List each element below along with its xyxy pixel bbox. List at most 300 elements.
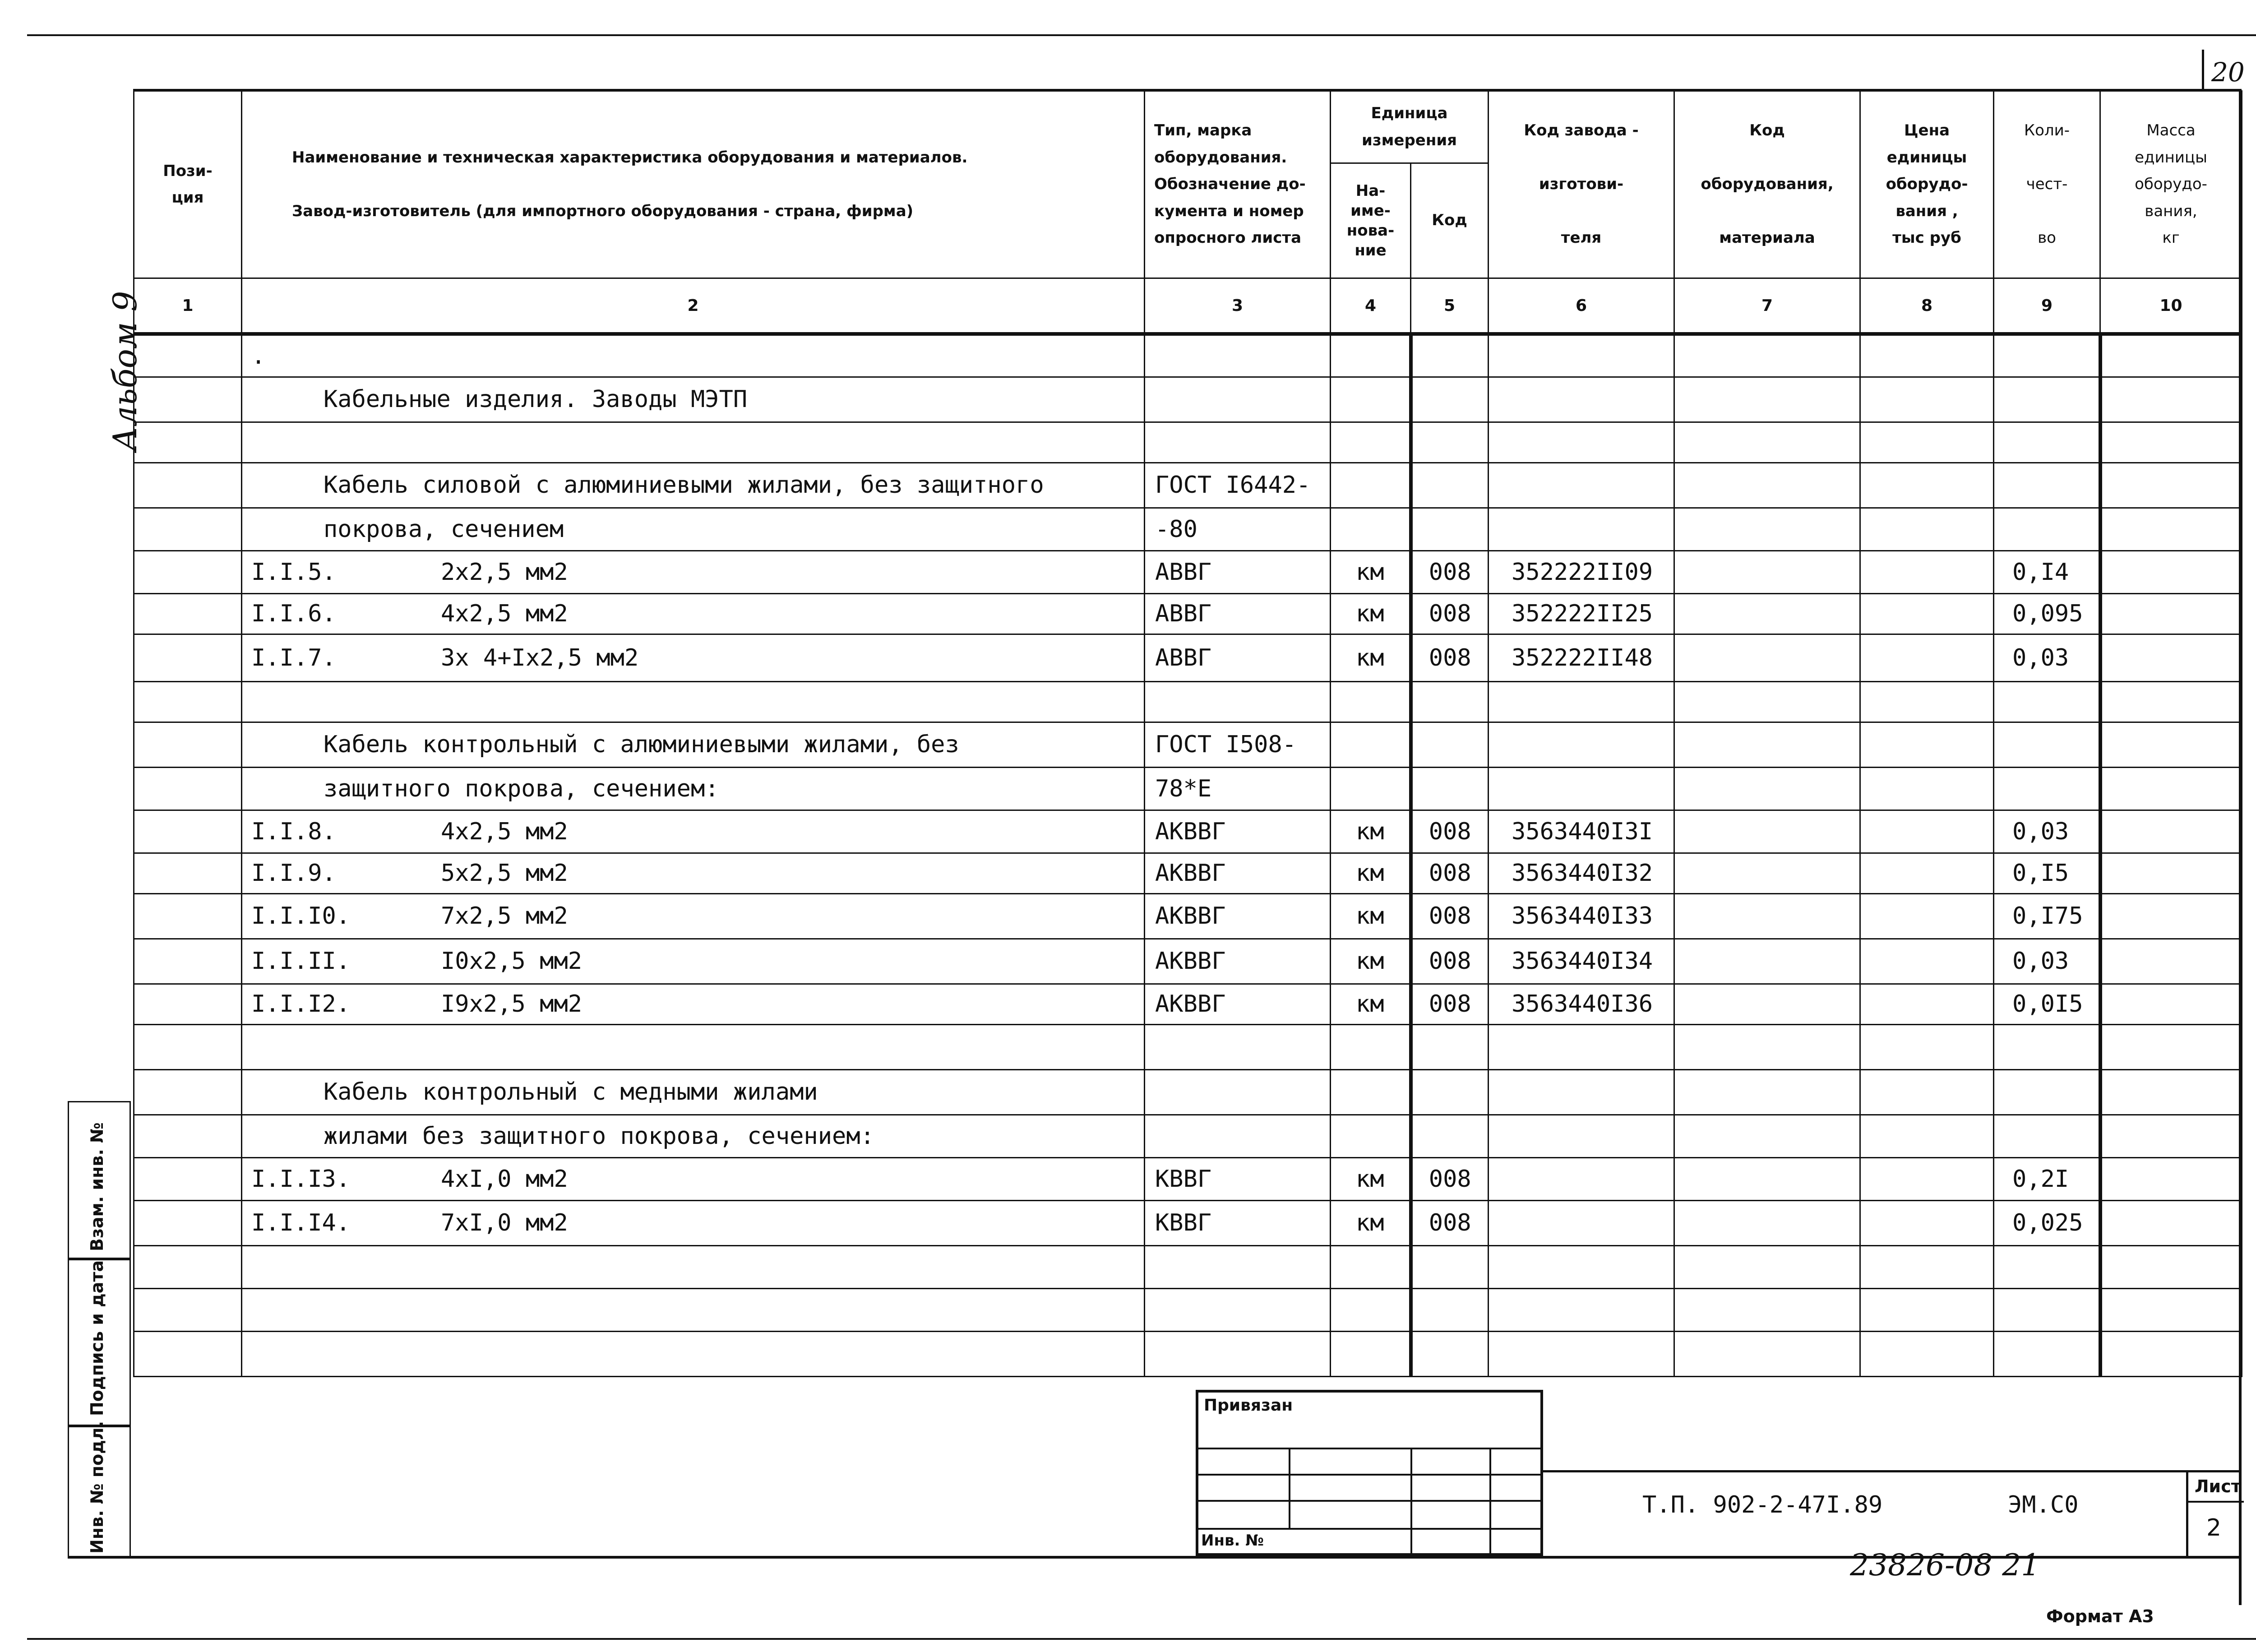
type-cell [1145,984,1331,1024]
material-code-cell [1674,463,1860,508]
mass-cell [2100,1200,2242,1245]
specification-table [133,90,2242,1377]
name-cell-text: . [251,342,266,370]
unit-code-cell [1411,1245,1489,1288]
quantity-cell [1994,1200,2100,1245]
mass-cell [2100,767,2242,810]
table-row [134,984,2242,1024]
name-cell-text: защитного покрова, сечением: [324,775,719,802]
factory-code-cell [1489,1069,1674,1115]
unit-code-cell [1411,767,1489,810]
price-cell [1860,593,1994,634]
unit-code-cell-text: 008 [1428,1165,1471,1193]
factory-code-cell [1489,984,1674,1024]
privyazan-vline-2 [1410,1448,1412,1556]
position-cell [134,722,242,767]
quantity-cell-text: 0,095 [2012,600,2083,627]
mass-cell [2100,810,2242,853]
price-cell [1860,681,1994,722]
type-cell-text: КВВГ [1155,1209,1212,1236]
unit-name-cell [1331,377,1411,422]
unit-name-cell-text: км [1355,902,1384,930]
name-cell [242,1331,1145,1376]
unit-code-cell [1411,853,1489,893]
unit-name-cell [1331,1115,1411,1157]
mass-cell [2100,634,2242,681]
price-cell [1860,893,1994,939]
factory-code-cell [1489,593,1674,634]
quantity-cell-text: 0,03 [2012,948,2069,975]
col-number: 6 [1489,278,1674,334]
type-cell [1145,1157,1331,1200]
price-cell [1860,463,1994,508]
unit-name-cell [1331,1245,1411,1288]
factory-code-cell [1489,1024,1674,1069]
position-number: I.I.II. [251,948,351,975]
position-number: I.I.I3. [251,1165,351,1193]
position-number: I.I.5. [251,558,336,586]
header-mass: Масса единицы оборудо- вания, кг [2100,91,2242,278]
position-cell [134,1245,242,1288]
type-cell-text: АКВВГ [1155,818,1226,845]
price-cell [1860,634,1994,681]
header-unit-code: Код [1411,163,1489,278]
bottom-rule [27,1638,2256,1640]
factory-code-cell-text: 3563440I33 [1512,902,1653,930]
quantity-cell [1994,1115,2100,1157]
cable-section: 4xI,0 мм2 [441,1165,568,1193]
material-code-cell [1674,893,1860,939]
unit-name-cell [1331,508,1411,551]
unit-code-cell-text: 008 [1428,860,1471,887]
position-number: I.I.6. [251,600,336,627]
mass-cell [2100,1157,2242,1200]
name-cell [242,767,1145,810]
col-number: 7 [1674,278,1860,334]
type-cell [1145,463,1331,508]
unit-code-cell-text: 008 [1428,948,1471,975]
header-material-code: Код оборудования, материала [1674,91,1860,278]
price-cell [1860,422,1994,463]
header-row-top [134,91,2242,163]
list-label: Лист [2195,1476,2241,1496]
table-row [134,551,2242,593]
unit-code-cell [1411,681,1489,722]
side-cell-podpis [68,1259,131,1426]
table-row [134,1200,2242,1245]
name-cell [242,853,1145,893]
factory-code-cell [1489,681,1674,722]
position-cell [134,377,242,422]
position-cell [134,551,242,593]
type-cell [1145,634,1331,681]
unit-name-cell [1331,767,1411,810]
name-cell [242,1245,1145,1288]
mass-cell [2100,377,2242,422]
type-cell-text: АКВВГ [1155,948,1226,975]
material-code-cell [1674,722,1860,767]
type-cell-text: ГОСТ I6442- [1155,472,1311,499]
type-cell-text: АВВГ [1155,644,1212,671]
unit-name-cell-text: км [1355,644,1384,671]
material-code-cell [1674,1288,1860,1331]
material-code-cell [1674,422,1860,463]
unit-name-cell-text: км [1355,558,1384,586]
table-empty-row [134,1331,2242,1376]
material-code-cell [1674,377,1860,422]
cable-section: 3x 4+Ix2,5 мм2 [441,644,639,671]
price-cell [1860,508,1994,551]
name-cell-text: Кабель контрольный с алюминиевыми жилами, без [324,731,959,758]
position-cell [134,508,242,551]
header-position: Пози- ция [134,91,242,278]
type-cell [1145,593,1331,634]
side-cell-inv-podl [68,1421,131,1559]
price-cell [1860,1245,1994,1288]
name-cell [242,1157,1145,1200]
price-cell [1860,939,1994,984]
type-cell [1145,722,1331,767]
table-section-row [134,767,2242,810]
price-cell [1860,984,1994,1024]
privyazan-stamp [1196,1390,1543,1556]
cable-section: 5x2,5 мм2 [441,860,568,887]
cable-section: 7x2,5 мм2 [441,902,568,930]
material-code-cell [1674,1157,1860,1200]
mass-cell [2100,422,2242,463]
type-cell [1145,1200,1331,1245]
sheet-number-box [2202,50,2243,90]
factory-code-cell-text: 3563440I36 [1512,990,1653,1018]
unit-code-cell [1411,810,1489,853]
material-code-cell [1674,810,1860,853]
position-cell [134,1331,242,1376]
list-box [2186,1470,2244,1556]
header-type: Тип, марка оборудования. Обозначение до- кумента и номер опросного листа [1145,91,1331,278]
table-row [134,810,2242,853]
material-code-cell [1674,1024,1860,1069]
unit-code-cell [1411,1331,1489,1376]
table-section-row [134,508,2242,551]
doc-block-top [1543,1470,2242,1472]
mass-cell [2100,853,2242,893]
type-cell [1145,1115,1331,1157]
position-cell [134,334,242,377]
position-cell [134,593,242,634]
table-row [134,893,2242,939]
name-cell [242,893,1145,939]
quantity-cell [1994,1157,2100,1200]
unit-code-cell-text: 008 [1428,902,1471,930]
type-cell-text: АВВГ [1155,558,1212,586]
mass-cell [2100,1331,2242,1376]
price-cell [1860,1331,1994,1376]
col-number: 10 [2100,278,2242,334]
header-quantity: Коли- чест- во [1994,91,2100,278]
unit-code-cell [1411,634,1489,681]
type-cell [1145,334,1331,377]
col-number: 9 [1994,278,2100,334]
unit-name-cell [1331,1157,1411,1200]
mass-cell [2100,984,2242,1024]
position-number: I.I.7. [251,644,336,671]
price-cell [1860,1115,1994,1157]
quantity-cell [1994,681,2100,722]
name-cell [242,551,1145,593]
position-cell [134,767,242,810]
price-cell [1860,722,1994,767]
factory-code-cell-text: 3563440I32 [1512,860,1653,887]
unit-name-cell-text: км [1355,860,1384,887]
mass-cell [2100,681,2242,722]
side-cell-vzam [68,1101,131,1259]
unit-code-cell [1411,1024,1489,1069]
type-cell [1145,939,1331,984]
quantity-cell [1994,810,2100,853]
mass-cell [2100,593,2242,634]
unit-name-cell [1331,722,1411,767]
factory-code-cell-text: 352222II25 [1512,600,1653,627]
unit-name-cell-text: км [1355,1165,1384,1193]
position-number: I.I.I4. [251,1209,351,1236]
unit-name-cell [1331,551,1411,593]
quantity-cell-text: 0,0I5 [2012,990,2083,1018]
material-code-cell [1674,767,1860,810]
factory-code-cell [1489,939,1674,984]
col-number: 4 [1331,278,1411,334]
type-cell [1145,377,1331,422]
unit-code-cell [1411,1200,1489,1245]
name-cell [242,334,1145,377]
factory-code-cell [1489,1200,1674,1245]
price-cell [1860,1069,1994,1115]
quantity-cell [1994,853,2100,893]
table-row [134,853,2242,893]
name-cell [242,810,1145,853]
unit-name-cell [1331,334,1411,377]
price-cell [1860,1024,1994,1069]
mass-cell [2100,722,2242,767]
price-cell [1860,334,1994,377]
name-cell [242,463,1145,508]
quantity-cell [1994,722,2100,767]
factory-code-cell [1489,508,1674,551]
quantity-cell [1994,984,2100,1024]
side-label-inv-podl: Инв. № подл. [87,1421,107,1554]
unit-code-cell [1411,508,1489,551]
material-code-cell [1674,939,1860,984]
table-section-row [134,722,2242,767]
factory-code-cell [1489,634,1674,681]
unit-name-cell-text: км [1355,990,1384,1018]
material-code-cell [1674,593,1860,634]
header-name: Наименование и техническая характеристика оборудования и материалов. Завод-изготовитель (для импортного оборудования - страна, фирма) [242,91,1145,278]
price-cell [1860,1157,1994,1200]
quantity-cell [1994,1069,2100,1115]
inv-no-label: Инв. № [1201,1532,1264,1550]
type-cell [1145,853,1331,893]
material-code-cell [1674,1331,1860,1376]
side-label-podpis: Подпись и дата [87,1260,107,1416]
unit-code-cell-text: 008 [1428,1209,1471,1236]
unit-code-cell-text: 008 [1428,558,1471,586]
quantity-cell-text: 0,I5 [2012,860,2069,887]
quantity-cell [1994,334,2100,377]
type-cell [1145,810,1331,853]
quantity-cell-text: 0,2I [2012,1165,2069,1193]
header-price: Цена единицы оборудо- вания , тыс руб [1860,91,1994,278]
material-code-cell [1674,634,1860,681]
position-cell [134,422,242,463]
quantity-cell-text: 0,I4 [2012,558,2069,586]
factory-code-cell [1489,1288,1674,1331]
material-code-cell [1674,1069,1860,1115]
quantity-cell-text: 0,03 [2012,644,2069,671]
table-empty-row [134,681,2242,722]
type-cell-text: КВВГ [1155,1165,1212,1193]
price-cell [1860,810,1994,853]
unit-name-cell [1331,681,1411,722]
factory-code-cell [1489,422,1674,463]
header-factory-code: Код завода - изготови- теля [1489,91,1674,278]
position-cell [134,463,242,508]
name-cell [242,1200,1145,1245]
name-cell [242,939,1145,984]
type-cell [1145,1069,1331,1115]
table-empty-row [134,1245,2242,1288]
table-empty-row [134,1024,2242,1069]
factory-code-cell [1489,1157,1674,1200]
type-cell-text: 78*Е [1155,775,1212,802]
type-cell [1145,1288,1331,1331]
price-cell [1860,1288,1994,1331]
unit-name-cell [1331,422,1411,463]
unit-name-cell-text: км [1355,948,1384,975]
table-empty-row [134,422,2242,463]
position-cell [134,893,242,939]
mass-cell [2100,463,2242,508]
quantity-cell [1994,1245,2100,1288]
table-section-row [134,1115,2242,1157]
unit-code-cell [1411,1115,1489,1157]
type-cell [1145,681,1331,722]
unit-name-cell [1331,1288,1411,1331]
quantity-cell-text: 0,03 [2012,818,2069,845]
unit-code-cell [1411,893,1489,939]
unit-name-cell-text: км [1355,1209,1384,1236]
name-cell [242,508,1145,551]
unit-code-cell [1411,1288,1489,1331]
mass-cell [2100,1288,2242,1331]
position-cell [134,984,242,1024]
type-cell [1145,551,1331,593]
type-cell [1145,1024,1331,1069]
unit-name-cell [1331,893,1411,939]
list-number: 2 [2206,1514,2222,1541]
header-unit-group: Единица измерения [1331,91,1489,163]
type-cell-text: -80 [1155,515,1197,543]
name-cell [242,593,1145,634]
side-label-vzam: Взам. инв. № [87,1122,107,1251]
unit-code-cell-text: 008 [1428,600,1471,627]
factory-code-cell [1489,551,1674,593]
quantity-cell [1994,767,2100,810]
position-cell [134,681,242,722]
unit-code-cell-text: 008 [1428,644,1471,671]
quantity-cell-text: 0,I75 [2012,902,2083,930]
col-number: 1 [134,278,242,334]
mass-cell [2100,893,2242,939]
type-cell [1145,1245,1331,1288]
name-cell [242,634,1145,681]
unit-name-cell [1331,1331,1411,1376]
name-cell [242,1024,1145,1069]
position-number: I.I.8. [251,818,336,845]
price-cell [1860,853,1994,893]
type-cell [1145,508,1331,551]
mass-cell [2100,1245,2242,1288]
type-cell-text: АКВВГ [1155,902,1226,930]
factory-code-cell [1489,1115,1674,1157]
unit-name-cell [1331,810,1411,853]
unit-name-cell [1331,463,1411,508]
material-code-cell [1674,1245,1860,1288]
quantity-cell [1994,593,2100,634]
unit-name-cell [1331,939,1411,984]
name-cell [242,722,1145,767]
cable-section: 4x2,5 мм2 [441,818,568,845]
material-code-cell [1674,508,1860,551]
name-cell [242,1069,1145,1115]
name-cell-text: Кабельные изделия. Заводы МЭТП [324,386,748,413]
quantity-cell [1994,463,2100,508]
top-rule [27,34,2256,36]
unit-code-cell [1411,463,1489,508]
price-cell [1860,1200,1994,1245]
position-cell [134,1069,242,1115]
position-cell [134,810,242,853]
factory-code-cell-text: 3563440I34 [1512,948,1653,975]
table-section-row [134,463,2242,508]
quantity-cell [1994,634,2100,681]
factory-code-cell [1489,377,1674,422]
factory-code-cell [1489,767,1674,810]
name-cell-text: жилами без защитного покрова, сечением: [324,1122,874,1150]
cable-section: I9x2,5 мм2 [441,990,582,1018]
factory-code-cell-text: 3563440I3I [1512,818,1653,845]
price-cell [1860,767,1994,810]
mass-cell [2100,508,2242,551]
unit-code-cell [1411,984,1489,1024]
format-label: Формат А3 [2046,1606,2154,1626]
unit-name-cell [1331,1024,1411,1069]
name-cell [242,984,1145,1024]
unit-code-cell [1411,722,1489,767]
table-empty-row [134,1288,2242,1331]
name-cell-text: покрова, сечением [324,515,564,543]
factory-code-cell [1489,853,1674,893]
doc-mark: ЭМ.С0 [2008,1491,2079,1518]
quantity-cell [1994,1024,2100,1069]
type-cell-text: АКВВГ [1155,990,1226,1018]
table-empty-row [134,334,2242,377]
unit-code-cell [1411,939,1489,984]
type-cell [1145,422,1331,463]
name-cell-text: Кабель контрольный с медными жилами [324,1078,818,1106]
privyazan-label: Привязан [1204,1396,1293,1415]
type-cell [1145,893,1331,939]
quantity-cell [1994,508,2100,551]
